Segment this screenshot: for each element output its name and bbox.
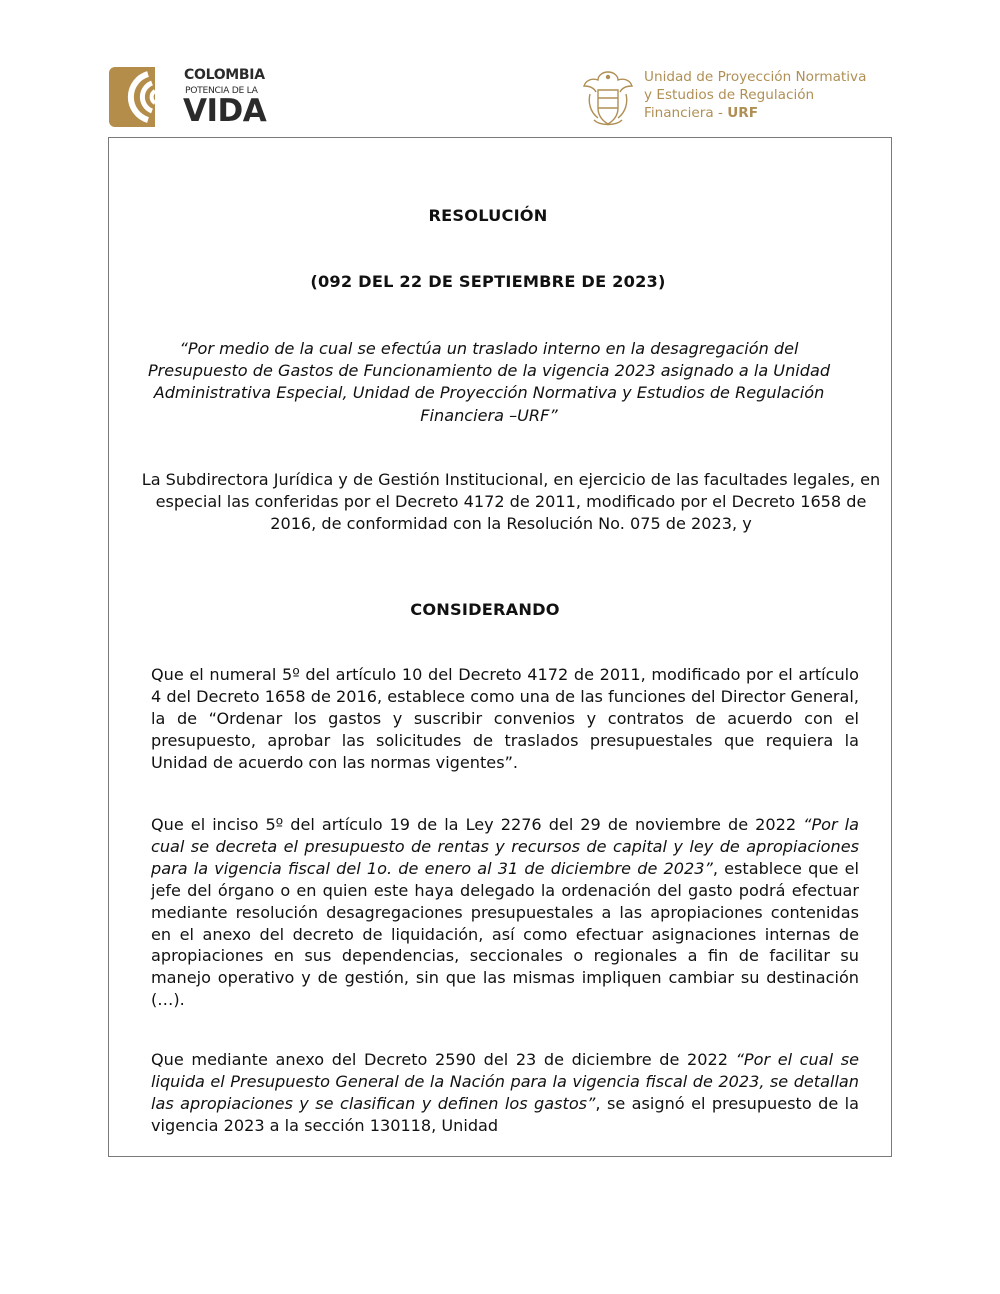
- paragraph-3-end: , se asignó el presupuesto de la vigencia 2023 a la sección 130118, Unidad: [151, 1093, 859, 1135]
- paragraph-2-start: Que el inciso 5º del artículo 19 de la Ley 2276 del 29 de noviembre de 2022: [151, 815, 804, 834]
- logo-word-colombia: COLOMBIA: [184, 67, 265, 83]
- urf-name-line-2: y Estudios de Regulación: [644, 87, 815, 103]
- considerando-paragraph-2: [151, 814, 859, 1011]
- logo-word-potencia: POTENCIA DE LA: [185, 85, 258, 96]
- considerando-heading: CONSIDERANDO: [410, 600, 560, 619]
- colombia-potencia-de-la-vida-mark-icon: [108, 66, 170, 128]
- paragraph-2-law-title: “Por la cual se decreta el presupuesto de rentas y recursos de capital y ley de apropiaciones para la vigencia fiscal del 1o. de enero al 31 de diciembre de 2023”: [151, 815, 859, 878]
- logo-word-vida: VIDA: [183, 93, 267, 129]
- coat-of-arms-seal-icon: [580, 68, 636, 128]
- considerando-paragraph-1: Que el numeral 5º del artículo 10 del Decreto 4172 de 2011, modificado por el artículo 4 del Decreto 1658 de 2016, establece como una de las funciones del Director General, la de “Ordenar los gastos y suscribir convenios y contratos de acuerdo con el presupuesto, aprobar las solicitudes de traslados presupuestales que requiera la Unidad de acuerdo con las normas vigentes”.: [151, 665, 859, 772]
- colombia-potencia-de-la-vida-logo: [108, 66, 283, 128]
- resolution-epigraph: “Por medio de la cual se efectúa un traslado interno en la desagregación del Presupuesto de Gastos de Funcionamiento de la vigencia 2023 asignado a la Unidad Administrativa Especial, Unidad de Proyección Normativa y Estudios de Regulación Financiera –URF”: [147, 339, 831, 425]
- preamble-text: La Subdirectora Jurídica y de Gestión Institucional, en ejercicio de las facultades legales, en especial las conferidas por el Decreto 4172 de 2011, modificado por el Decreto 1658 de 2016, de conformidad con la Resolución No. 075 de 2023, y: [141, 470, 881, 534]
- paragraph-3-decree-title: “Por el cual se liquida el Presupuesto General de la Nación para la vigencia fiscal de 2023, se detallan las apropiaciones y se clasifican y definen los gastos”: [151, 1050, 859, 1113]
- urf-name-line-3: [644, 105, 758, 121]
- paragraph-3-start: Que mediante anexo del Decreto 2590 del 23 de diciembre de 2022: [151, 1050, 736, 1069]
- urf-acronym: URF: [727, 105, 759, 121]
- urf-name-line-1: Unidad de Proyección Normativa: [644, 69, 867, 85]
- urf-logo: [580, 68, 900, 130]
- document-frame: [108, 137, 892, 1157]
- considerando-paragraph-3: [151, 1049, 859, 1137]
- document-title: RESOLUCIÓN: [428, 206, 548, 225]
- resolution-number: (092 DEL 22 DE SEPTIEMBRE DE 2023): [310, 272, 666, 291]
- paragraph-2-end: , establece que el jefe del órgano o en quien este haya delegado la ordenación del gasto podrá efectuar mediante resolución desagregaciones presupuestales a las apropiaciones contenidas en el anexo del decreto de liquidación, así como efectuar asignaciones internas de apropiaciones en sus dependencias, seccionales o regionales a fin de facilitar su manejo operativo y de gestión, sin que las mismas impliquen cambiar su destinación (…).: [151, 858, 859, 1010]
- urf-name-line-3-prefix: Financiera -: [644, 105, 728, 121]
